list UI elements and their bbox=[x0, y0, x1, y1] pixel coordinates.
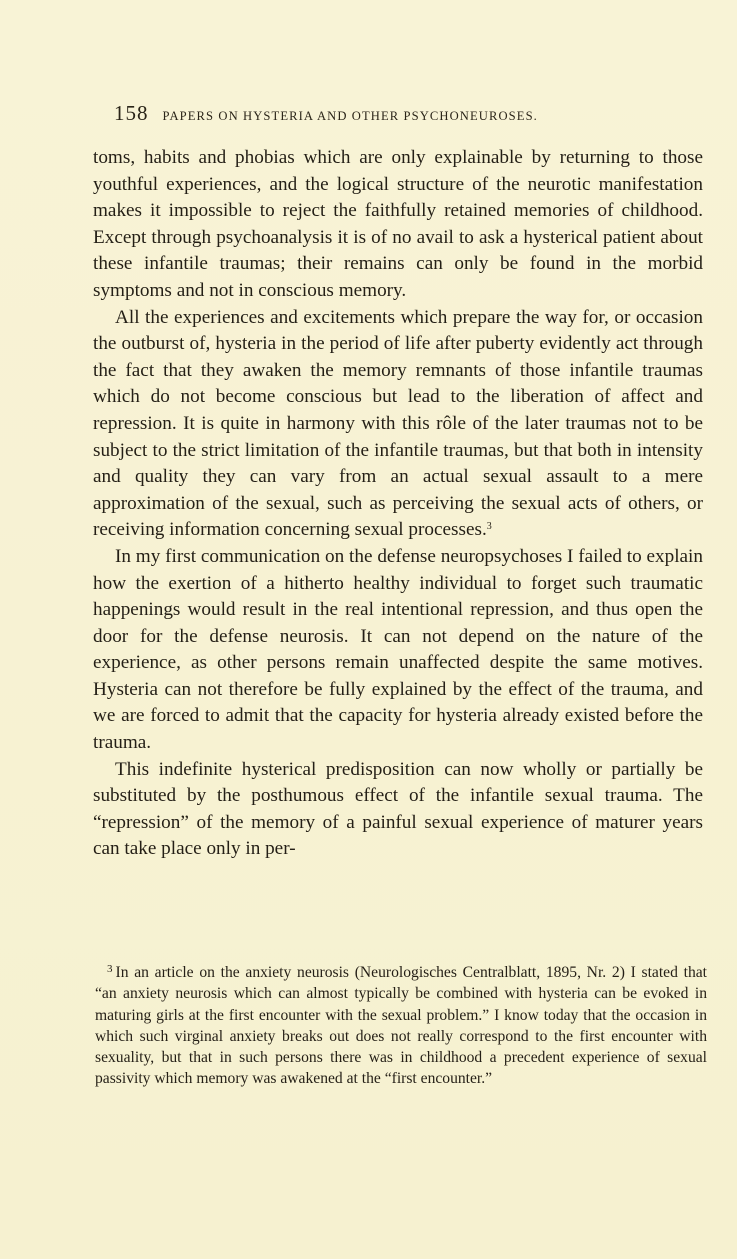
footnotes bbox=[95, 962, 707, 1090]
footnote bbox=[95, 962, 707, 1090]
paragraph: This indefinite hysterical predisposition can now wholly or partially be substituted by the posthumous effect of the infantile sexual trauma. The “repression” of the memory of a painful sexual experience of maturer years can take place only in per- bbox=[93, 758, 703, 860]
paragraph: toms, habits and phobias which are only explainable by returning to those youthful experiences, and the logical structure of the neurotic manifestation makes it impossible to reject the faithfully retained memories of childhood. Except through psychoanalysis it is of no avail to ask a hysterical patient about these infantile traumas; their remains can only be found in the morbid symptoms and not in conscious memory. bbox=[93, 147, 703, 301]
body-text bbox=[93, 145, 703, 863]
paragraph-text: All the experiences and excitements which prepare the way for, or occasion the outburst of, hysteria in the period of life after puberty evidently act through the fact that they awaken the memory remnants of those infantile traumas which do not become conscious but lead to the liberation of affect and repression. It is quite in harmony with this rôle of the later traumas not to be subject to the strict limitation of the infantile traumas, but that both in intensity and quality they can vary from an actual sexual assault to a mere approximation of the sexual, such as perceiving the sexual acts of others, or receiving information concerning sexual processes. bbox=[93, 306, 703, 541]
running-title: PAPERS ON HYSTERIA AND OTHER PSYCHONEUROSES. bbox=[162, 109, 538, 123]
page-number: 158 bbox=[114, 101, 149, 125]
footnote-text: In an article on the anxiety neurosis (Neurologisches Centralblatt, 1895, Nr. 2) I stated that “an anxiety neurosis which can almost typically be combined with hysteria can be evoked in maturing girls at the first encounter with the sexual problem.” I know today that the occasion in which such virginal anxiety breaks out does not really correspond to the first encounter with sexuality, but that in such persons there was in childhood a precedent experience of sexual passivity which memory was awakened at the “first encounter.” bbox=[95, 964, 707, 1088]
footnote-reference: 3 bbox=[486, 521, 492, 533]
paragraph: In my first communication on the defense neuropsychoses I failed to explain how the exertion of a hitherto healthy individual to forget such traumatic happenings would result in the real intentional repression, and thus open the door for the defense neurosis. It can not depend on the nature of the experience, as other persons remain unaffected despite the same motives. Hysteria can not therefore be fully explained by the effect of the trauma, and we are forced to admit that the capacity for hysteria already existed before the trauma. bbox=[93, 545, 703, 754]
running-head bbox=[114, 101, 714, 125]
footnote-marker: 3 bbox=[107, 963, 113, 975]
paragraph bbox=[93, 305, 703, 544]
